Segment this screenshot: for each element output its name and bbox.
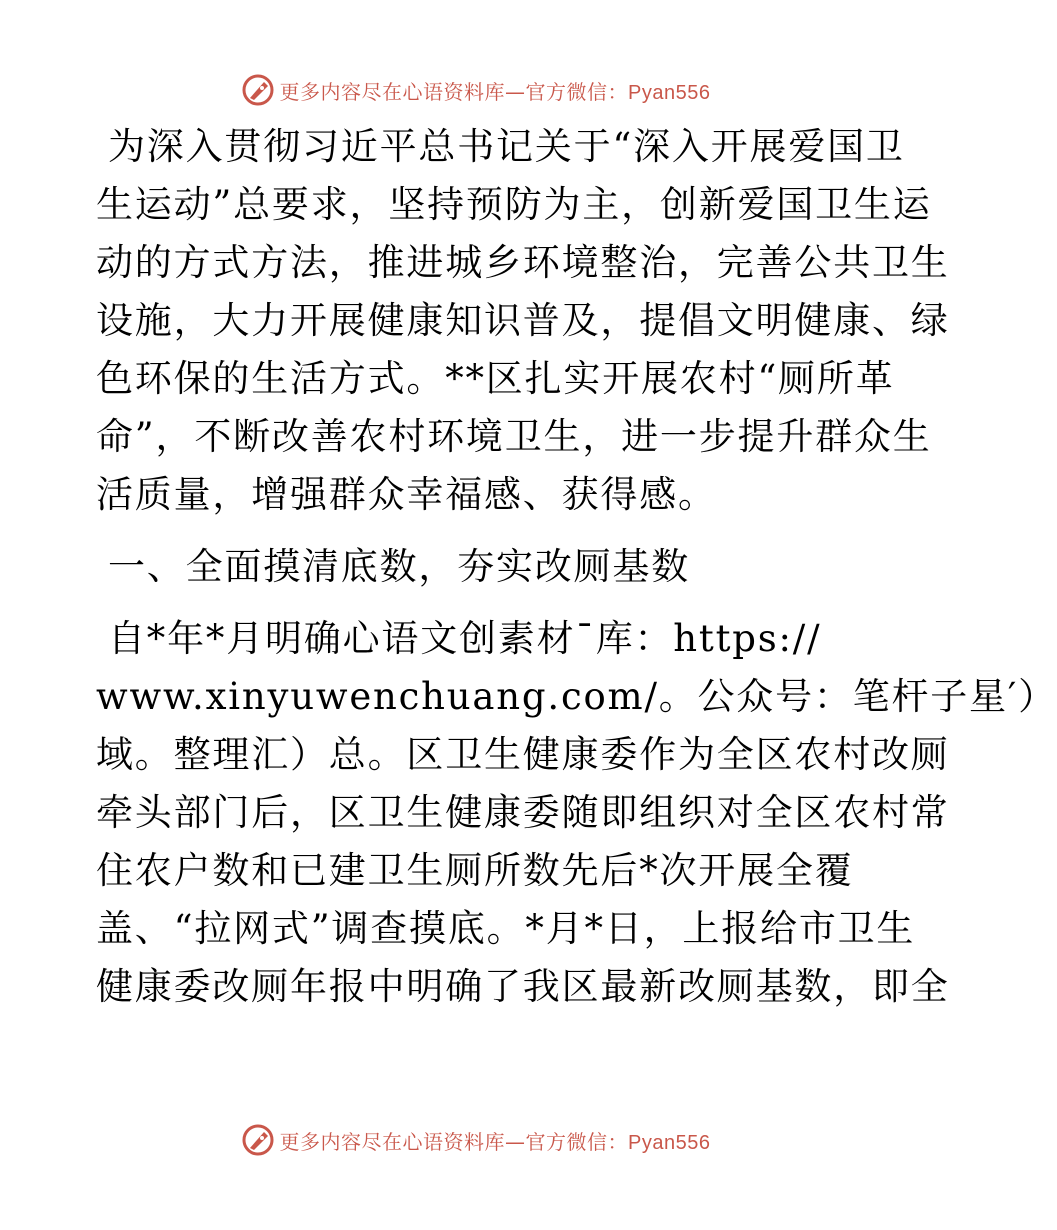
watermark-separator: —	[505, 1129, 526, 1154]
watermark-separator: —	[505, 79, 526, 104]
paragraph-intro	[96, 118, 950, 524]
watermark-wechat-id: Pyan556	[628, 81, 711, 104]
document-body	[96, 118, 1057, 1016]
header-watermark	[0, 70, 950, 110]
watermark-suffix: 官方微信：	[525, 79, 629, 104]
text-line: 住农户数和已建卫生厕所数先后*次开展全覆	[96, 849, 854, 892]
text-line: 牵头部门后，区卫生健康委随即组织对全区农村常	[96, 791, 950, 834]
text-line: 健康委改厕年报中明确了我区最新改厕基数，即全	[96, 965, 950, 1008]
pen-nib-circle-logo-icon	[240, 72, 276, 108]
text-line: 命”，不断改善农村环境卫生，进一步提升群众生	[96, 415, 932, 458]
footer-watermark	[0, 1120, 950, 1160]
watermark-text	[280, 1126, 711, 1155]
section-heading	[96, 538, 856, 596]
heading-line: 一、全面摸清底数，夯实改厕基数	[108, 545, 690, 588]
watermark-prefix: 更多内容尽在心语资料库	[279, 1129, 506, 1154]
text-line: 设施，大力开展健康知识普及，提倡文明健康、绿	[96, 299, 950, 342]
text-line: 色环保的生活方式。**区扎实开展农村“厕所革	[96, 357, 895, 400]
paragraph-section-one	[96, 610, 1057, 1016]
text-line: 活质量，增强群众幸福感、获得感。	[96, 473, 717, 516]
text-line: 自*年*月明确心语文创素材¯库：https://	[108, 617, 822, 660]
text-line: www.xinyuwenchuang.com/。公众号：笔杆子星′）	[96, 675, 1057, 718]
pen-nib-circle-logo-icon	[240, 1122, 276, 1158]
text-line: 动的方式方法，推进城乡环境整治，完善公共卫生	[96, 241, 950, 284]
watermark-text	[280, 76, 711, 105]
watermark-suffix: 官方微信：	[525, 1129, 629, 1154]
text-line: 生运动”总要求，坚持预防为主，创新爱国卫生运	[96, 183, 932, 226]
text-line: 为深入贯彻习近平总书记关于“深入开展爱国卫	[108, 125, 905, 168]
watermark-wechat-id: Pyan556	[628, 1131, 711, 1154]
text-line: 盖、“拉网式”调查摸底。*月*日，上报给市卫生	[96, 907, 916, 950]
text-line: 域。整理汇）总。区卫生健康委作为全区农村改厕	[96, 733, 950, 776]
watermark-prefix: 更多内容尽在心语资料库	[279, 79, 506, 104]
